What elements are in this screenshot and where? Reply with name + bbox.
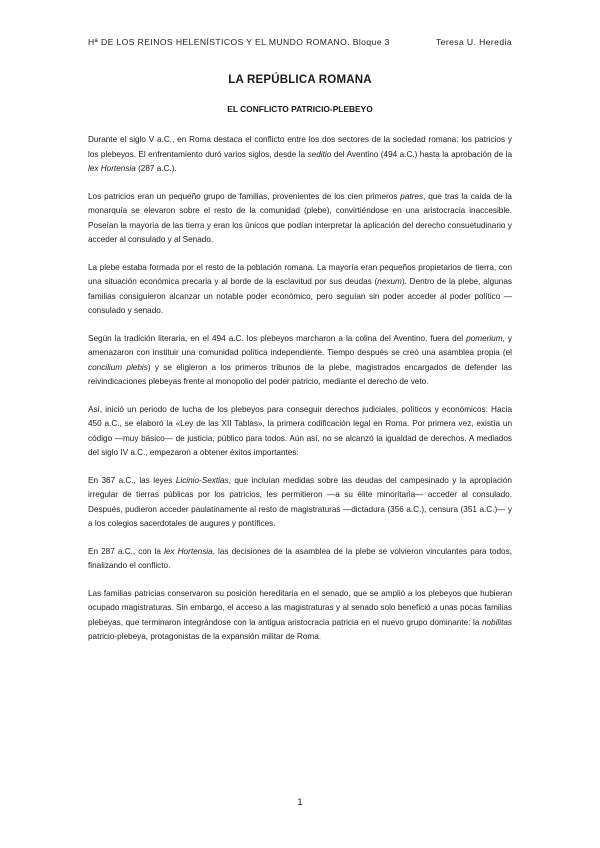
page-title: LA REPÚBLICA ROMANA — [228, 74, 372, 86]
italic-term: pomerium — [466, 333, 503, 343]
text-run: La plebe estaba formada por el resto de la población romana. La mayoría eran pequeños propietarios de tierra, con una situación económica precaria y al borde de la esclavitud por sus deudas ( — [88, 262, 512, 286]
italic-term: lex Hortensia — [164, 546, 213, 556]
paragraph — [88, 403, 512, 461]
text-run: Así, inició un periodo de lucha de los plebeyos para conseguir derechos judiciales, políticos y económicos: Hacia 450 a.C., se elaboró la «Ley de las XII Tablas», la primera codificación legal en Roma. Por primera vez, existía un código —muy básico— de justicia, público para todos. Aún así, no se alcanzó la igualdad de derechos. A mediados del siglo IV a.C., empezaron a obtener éxitos importantes: — [88, 404, 512, 457]
paragraph — [88, 332, 512, 390]
italic-term: concilium plebis — [88, 362, 148, 372]
page-number: 1 — [297, 797, 303, 808]
italic-term: seditio — [307, 149, 332, 159]
text-run: , y amenazaron con instituir una comunidad política independiente. Tiempo después se creó una asamblea propia (el — [88, 333, 512, 357]
paragraph — [88, 474, 512, 532]
text-run: ) y se eligieron a los primeros tribunos de la plebe, magistrados encargados de defender las reivindicaciones plebeyas frente al monopolio del poder patricio, mediante el derecho de veto. — [88, 362, 513, 386]
text-run: , las decisiones de la asamblea de la plebe se volvieron vinculantes para todos, finalizando el conflicto. — [88, 546, 512, 570]
paragraph — [88, 261, 512, 319]
text-run: Durante el siglo V a.C., en Roma destaca el conflicto entre los dos sectores de la sociedad romana: los patricios y los plebeyos. El enfrentamiento duró varios siglos, desde la — [88, 135, 512, 159]
header-course-title: Hª DE LOS REINOS HELENÍSTICOS Y EL MUNDO ROMANO. Bloque 3 — [88, 37, 390, 47]
text-run: En 367 a.C., las leyes — [88, 475, 176, 485]
text-run: Según la tradición literaria, en el 494 a.C. los plebeyos marcharon a la colina del Aventino, fuera del — [88, 333, 467, 343]
italic-term: nobilitas — [481, 617, 512, 627]
text-run: En 287 a.C., con la — [88, 546, 165, 556]
section-heading: EL CONFLICTO PATRICIO-PLEBEYO — [227, 104, 373, 114]
text-run: , que tras la caída de la monarquía se elevaron sobre el resto de la comunidad (plebe), convirtiéndose en una aristocracia inaccesible. Poseían la mayoría de las tierra y eran los únicos que podían interpretar la aplicación del derecho consuetudinario y acceder al consulado y al Senado. — [88, 191, 512, 244]
text-run: Las familias patricias conservaron su posición hereditaria en el senado, que se amplió a los plebeyos que hubieran ocupado magistraturas. Sin embargo, el acceso a las magistraturas y al senado solo benefició a unas pocas familias plebeyas, que terminaron integrándose con la antigua aristocracia patricia en el nuevo grupo dominante: la — [88, 588, 512, 627]
italic-term: Licinio-Sextias — [175, 475, 229, 485]
paragraph — [88, 587, 512, 645]
text-run: del Aventino (494 a.C.) hasta la aprobación de la — [331, 149, 512, 159]
text-run: (287 a.C.). — [135, 164, 177, 173]
italic-term: lex Hortensia — [88, 164, 136, 173]
text-run: Los patricios eran un pequeño grupo de familias, provenientes de los cien primeros — [88, 191, 401, 201]
text-run: , que incluían medidas sobre las deudas del campesinado y la apropiación irregular de tierras públicas por los patricios, les permitieron —a su élite minoritaria— acceder al consulado. Después, pudieron acceder paulatinamente al resto de magistraturas —dictadura (356 a.C.), censura (351 a.C.)— y a los colegios sacerdotales de augures y pontífices. — [88, 475, 512, 528]
paragraph — [88, 133, 512, 177]
paragraph — [88, 545, 512, 574]
text-run: ). Dentro de la plebe, algunas familias consiguieron alcanzar un notable poder económico, pero seguían sin poder acceder al poder político —consulado y senado. — [88, 277, 512, 315]
text-run: patricio-plebeya, protagonistas de la expansión militar de Roma. — [88, 632, 322, 641]
italic-term: nexum — [377, 277, 402, 286]
body-text — [88, 133, 512, 658]
italic-term: patres — [400, 191, 424, 201]
running-header — [88, 37, 512, 47]
header-author: Teresa U. Heredia — [435, 37, 512, 47]
paragraph — [88, 190, 512, 248]
